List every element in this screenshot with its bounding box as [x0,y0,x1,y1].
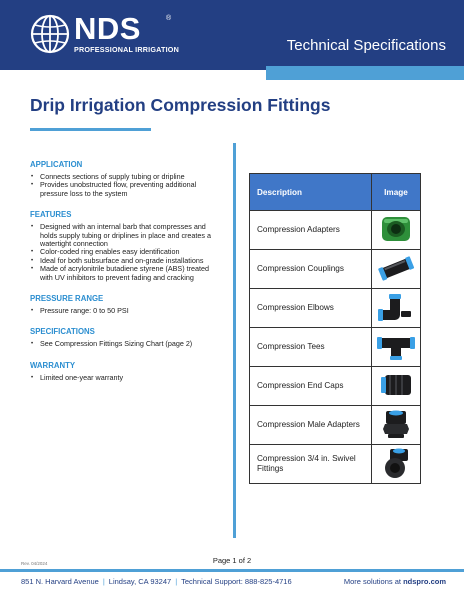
list-item: • Designed with an internal barb that compresses and holds supply tubing or driplines in place and creates a watertight connection [30,223,222,248]
bullet-list [30,307,222,315]
product-description: Compression Male Adapters [250,406,372,445]
column-divider [233,143,236,538]
product-description: Compression Tees [250,328,372,367]
page-number: Page 1 of 2 [212,556,252,565]
pressure-range-section [30,294,222,315]
section-heading: WARRANTY [30,360,76,370]
product-description: Compression Adapters [250,211,372,250]
registered-mark: ® [166,15,172,22]
bullet-list [30,223,222,282]
coupling-icon [375,252,417,284]
section-heading: FEATURES [30,210,72,220]
list-item: • Made of acrylonitrile butadiene styrene (ABS) treated with UV inhibitors to prevent fading and cracking [30,265,222,282]
product-table [249,173,421,484]
table-row [250,367,421,406]
bullet-list [30,340,222,348]
table-row [250,289,421,328]
tee-icon [375,330,417,362]
specifications-section [30,327,222,348]
features-section [30,210,222,282]
table-header-row [250,174,421,211]
page-title: Drip Irrigation Compression Fittings [30,95,331,115]
male-adapter-icon [375,408,417,440]
product-description: Compression End Caps [250,367,372,406]
footer-rule [0,569,464,572]
footer-website-link[interactable]: ndspro.com [403,577,446,586]
title-underline [30,128,151,131]
table-row [250,406,421,445]
footer-city: Lindsay, CA 93247 [108,577,172,586]
bullet-list [30,173,222,198]
table-row [250,445,421,484]
header-section-title: Technical Specifications [286,37,446,54]
footer-support: Technical Support: 888-825-4716 [181,577,292,586]
bullet-list [30,374,222,382]
footer-contact [21,577,292,586]
page-header [0,0,464,80]
table-row [250,250,421,289]
revision-date: Rev. 04/2024 [21,561,48,566]
product-description: Compression 3/4 in. Swivel Fittings [250,445,372,484]
spec-sections [30,160,222,394]
logo-tagline: PROFESSIONAL IRRIGATION [74,45,179,54]
application-section [30,160,222,198]
warranty-section [30,361,222,382]
list-item: • Provides unobstructed flow, preventing additional pressure loss to the system [30,181,222,198]
logo-wordmark: NDS [74,11,141,46]
product-description: Compression Couplings [250,250,372,289]
list-item: • Connects sections of supply tubing or dripline [30,173,222,181]
footer-more [344,577,446,586]
column-header-description: Description [250,174,372,211]
elbow-icon [375,291,417,323]
column-header-image: Image [372,174,421,211]
section-heading: PRESSURE RANGE [30,294,104,304]
product-description: Compression Elbows [250,289,372,328]
table-row [250,211,421,250]
list-item: • See Compression Fittings Sizing Chart (page 2) [30,340,222,348]
list-item: • Pressure range: 0 to 50 PSI [30,307,222,315]
list-item: • Limited one-year warranty [30,374,222,382]
section-heading: SPECIFICATIONS [30,327,95,337]
end-cap-icon [375,369,417,401]
footer-separator: | [175,577,178,586]
globe-icon [30,14,70,54]
list-item: • Color-coded ring enables easy identification [30,248,222,256]
footer-more-prefix: More solutions at [343,577,404,586]
green-adapter-icon [375,213,417,245]
list-item: • Ideal for both subsurface and on-grade installations [30,257,222,265]
header-accent-strip [266,66,464,80]
footer-separator: | [102,577,105,586]
footer-address: 851 N. Harvard Avenue [21,577,99,586]
swivel-fitting-icon [375,447,417,479]
section-heading: APPLICATION [30,160,83,169]
table-row [250,328,421,367]
